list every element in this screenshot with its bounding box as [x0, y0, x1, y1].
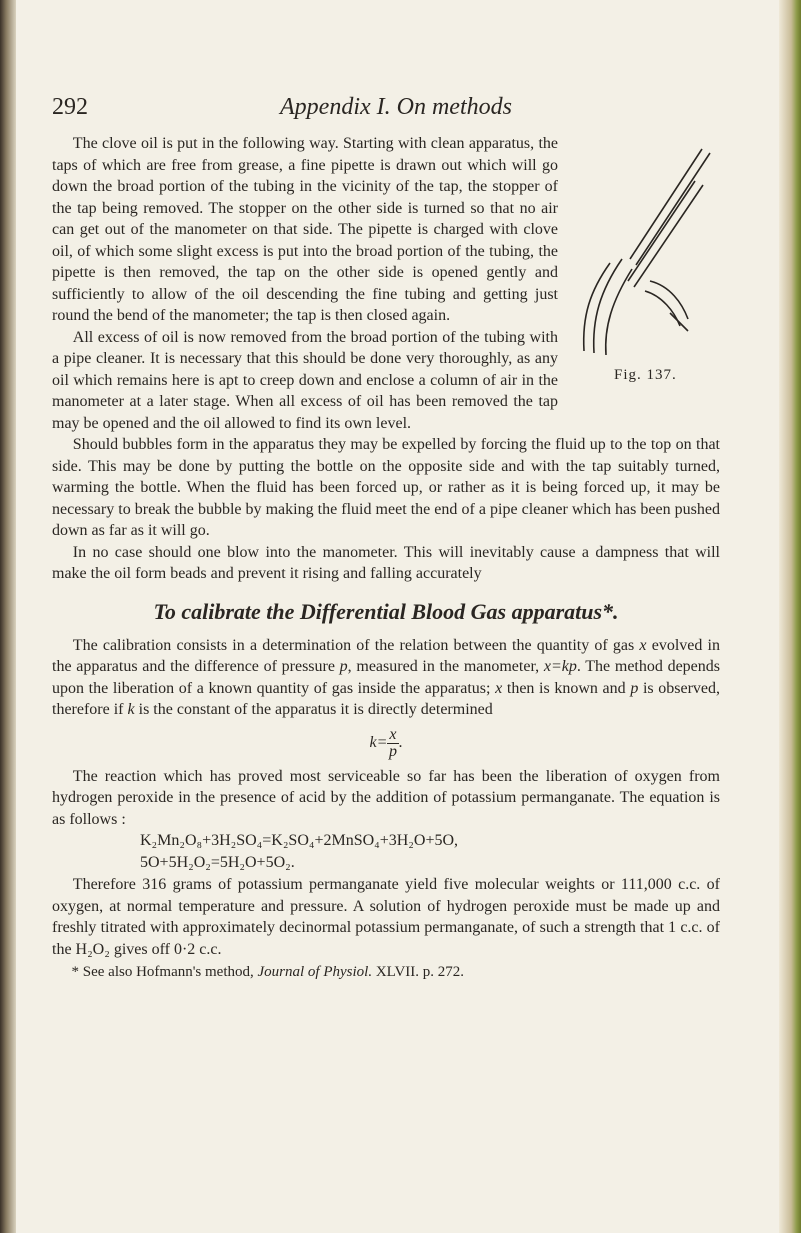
footnote-text: XLVII. p. 272.: [372, 964, 465, 980]
text-run: The calibration consists in a determination of the relation between the quantity of gas: [72, 636, 640, 654]
var-k: k: [127, 701, 135, 718]
var-p: p: [630, 679, 639, 697]
footnote-journal: Journal of Physiol.: [257, 964, 373, 980]
figure-137: [570, 141, 720, 411]
section-heading: To calibrate the Differential Blood Gas apparatus*.: [153, 598, 619, 624]
book-spine-left: [0, 0, 16, 1233]
formula-lhs: k=: [369, 733, 388, 751]
book-edge-right: [779, 0, 801, 1233]
var-x: x: [495, 679, 503, 697]
footnote-text: * See also Hofmann's method,: [71, 964, 258, 980]
page-number: 292: [52, 94, 88, 120]
paragraph-no-blowing: In no case should one blow into the manometer. This will inevitably cause a dampness that will make the oil form beads and prevent it rising and falling accurately: [52, 543, 720, 582]
text-run: evolved in the apparatus and the difference of pressure: [52, 636, 720, 675]
paragraph-reaction: The reaction which has proved most serviceable so far has been the liberation of oxygen from hydrogen peroxide in the presence of acid by the addition of potassium permanganate. The equation is as follows :: [52, 767, 720, 828]
chemical-equation-1: K₂Mn₂O₈+3H₂SO₄=K₂SO₄+2MnSO₄+3H₂O+5O,: [140, 832, 459, 849]
fraction-denominator: p: [388, 742, 397, 760]
running-title: Appendix I. On methods: [280, 94, 512, 120]
text-run: is the constant of the apparatus it is directly determined: [134, 701, 493, 718]
formula-period: .: [398, 733, 403, 751]
fraction-numerator: x: [389, 725, 397, 743]
paragraph-clove-oil: The clove oil is put in the following way. Starting with clean apparatus, the taps of which are free from grease, a fine pipette is drawn out which will go down the broad portion of the tubing in the vicinity of the tap, the stopper of the tap being removed. The stopper on the other side is turned so that no air can get out of the manometer on that side. The pipette is charged with clove oil, of which some slight excess is put into the broad portion of the tubing, the pipette is then removed, the tap on the other side is opened gently and sufficiently to allow of the oil descending the fine tubing and getting just round the bend of the manometer; the tap is then closed again.: [52, 135, 558, 324]
paragraph-calibration: [52, 635, 720, 721]
equation-x-kp: x=kp: [543, 658, 577, 675]
text-run: , measured in the manometer,: [347, 658, 544, 675]
text-run: . The method depends upon the liberation of a known quantity of gas inside the apparatus;: [52, 658, 721, 697]
manometer-illustration: [570, 141, 720, 371]
paragraph-excess-oil: All excess of oil is now removed from the broad portion of the tubing with a pipe cleaner. It is necessary that this should be done very thoroughly, as any oil which remains here is apt to creep down and enclose a column of air in the manometer at a later stage. When all excess of oil has been removed the tap may be opened and the oil allowed to find its own level.: [52, 328, 558, 432]
text-run: then is known and: [502, 679, 631, 697]
formula-k: [52, 727, 720, 760]
chemical-equation-2: 5O+5H₂O₂=5H₂O+5O₂.: [140, 854, 295, 871]
var-p: p: [339, 658, 348, 675]
opening-section: [52, 133, 720, 434]
running-header: [52, 94, 720, 121]
book-page: [52, 94, 720, 982]
figure-caption: Fig. 137.: [614, 367, 677, 383]
text-run: is observed, therefore if: [52, 679, 721, 718]
footnote: [52, 962, 720, 982]
var-x: x: [639, 636, 647, 654]
paragraph-bubbles: Should bubbles form in the apparatus they may be expelled by forcing the fluid up to the top on that side. This may be done by putting the bottle on the opposite side and with the tap suitably turned, warming the bottle. When the fluid has been forced up, or rather as it is being forced up, it may be necessary to break the bubble by making the fluid meet the end of a pipe cleaner which has been pushed down as far as it will go.: [52, 436, 720, 539]
paragraph-permanganate: Therefore 316 grams of potassium permanganate yield five molecular weights or 111,000 c.c. of oxygen, at normal temperature and pressure. A solution of hydrogen peroxide must be made up and freshly titrated with approximately decinormal potassium permanganate, of such a strength that 1 c.c. of the H₂O₂ gives off 0·2 c.c.: [52, 876, 720, 958]
fraction: [387, 727, 398, 760]
